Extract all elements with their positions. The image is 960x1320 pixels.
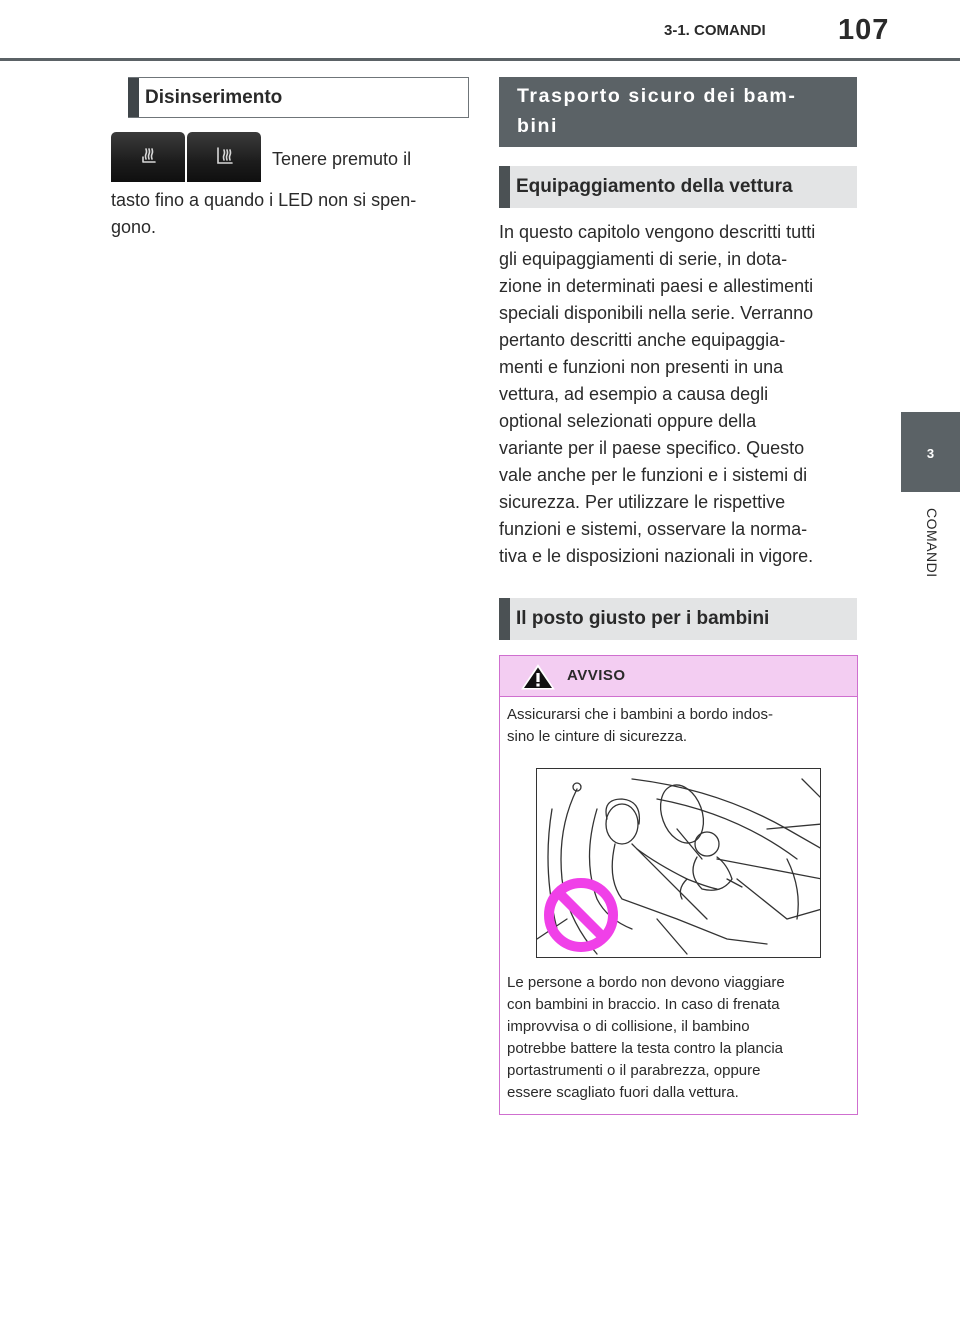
intro-line: pertanto descritti anche equipaggia- [499, 330, 786, 350]
intro-line: menti e funzioni non presenti in una [499, 357, 784, 377]
main-heading-line: bini [517, 115, 559, 137]
seat-heater-button [111, 132, 185, 182]
warning-text-2 [507, 972, 785, 1104]
intro-line: gli equipaggiamenti di serie, in dota- [499, 249, 788, 269]
warning-line: potrebbe battere la testa contro la plancia [507, 1040, 784, 1057]
main-heading [499, 77, 857, 147]
intro-paragraph [499, 219, 855, 570]
section-title: 3-1. COMANDI [664, 22, 766, 39]
chapter-label: COMANDI [924, 508, 940, 578]
heading-bar [128, 78, 139, 117]
prohibited-sign-icon [549, 883, 613, 947]
intro-line: In questo capitolo vengono descritti tutti [499, 222, 816, 242]
intro-line: optional selezionati oppure della [499, 411, 757, 431]
seat-heater-icon [137, 144, 161, 168]
instruction-line: tasto fino a quando i LED non si spen- [111, 190, 417, 210]
warning-triangle-icon [520, 663, 556, 691]
warning-line: Assicurarsi che i bambini a bordo indos- [507, 706, 773, 723]
heading-bar [499, 166, 510, 208]
heading-posto-bambini [499, 598, 857, 640]
warning-line: sino le cinture di sicurezza. [507, 728, 688, 745]
intro-line: speciali disponibili nella serie. Verranno [499, 303, 814, 323]
intro-line: variante per il paese specifico. Questo [499, 438, 805, 458]
warning-line: essere scagliato fuori dalla vettura. [507, 1084, 739, 1101]
warning-line: Le persone a bordo non devono viaggiare [507, 974, 785, 991]
page-number: 107 [838, 14, 890, 46]
warning-line: improvvisa o di collisione, il bambino [507, 1018, 750, 1035]
heading-disinserimento [128, 77, 469, 118]
child-on-lap-illustration [536, 768, 821, 958]
heading-bar [499, 598, 510, 640]
instruction-text [111, 187, 461, 241]
car-interior-drawing [537, 769, 821, 958]
intro-line: funzioni e sistemi, osservare la norma- [499, 519, 808, 539]
intro-line: tiva e le disposizioni nazionali in vigore. [499, 546, 814, 566]
intro-line: vale anche per le funzioni e i sistemi di [499, 465, 808, 485]
heading-text: Equipaggiamento della vettura [516, 176, 793, 197]
intro-line: vettura, ad esempio a causa degli [499, 384, 769, 404]
instruction-line: gono. [111, 217, 157, 237]
warning-line: con bambini in braccio. In caso di frenata [507, 996, 780, 1013]
heading-equipaggiamento [499, 166, 857, 208]
intro-line: sicurezza. Per utilizzare le rispettive [499, 492, 786, 512]
heading-text: Disinserimento [145, 86, 283, 108]
warning-line: portastrumenti o il parabrezza, oppure [507, 1062, 761, 1079]
warning-header [500, 656, 857, 697]
instruction-line-1: Tenere premuto il [272, 149, 412, 169]
chapter-tab: 3 [901, 412, 960, 492]
warning-text-1 [507, 704, 773, 748]
heading-text: Il posto giusto per i bambini [516, 608, 770, 629]
intro-line: zione in determinati paesi e allestimenti [499, 276, 814, 296]
header-divider [0, 58, 960, 61]
warning-label: AVVISO [567, 667, 626, 684]
main-heading-line: Trasporto sicuro dei bam- [517, 85, 797, 107]
backrest-heater-icon [213, 144, 237, 168]
warning-box [499, 655, 858, 1115]
backrest-heater-button [187, 132, 261, 182]
